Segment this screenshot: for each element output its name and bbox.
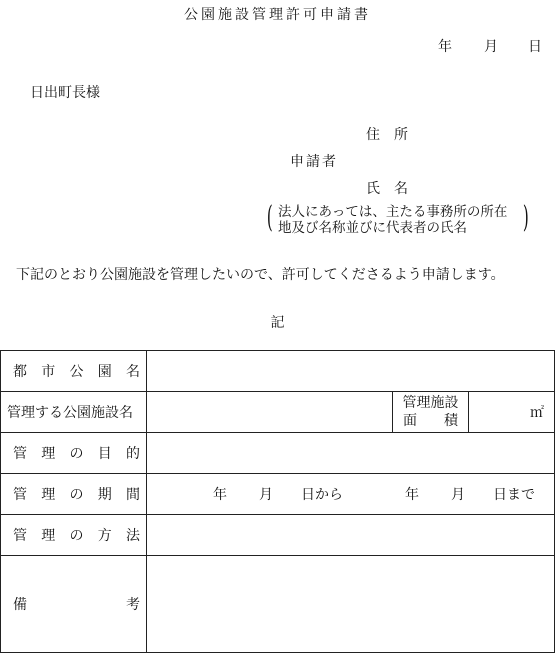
park-name-field[interactable] (147, 351, 555, 392)
period-from-day: 日から (301, 487, 343, 503)
row-facility (1, 392, 555, 433)
application-statement: 下記のとおり公園施設を管理したいので、許可してくださるよう申請します。 (16, 267, 505, 283)
addressee: 日出町長様 (30, 85, 100, 101)
area-field[interactable] (469, 392, 555, 433)
date-year-label: 年 (438, 39, 452, 55)
row-purpose (1, 433, 555, 474)
facility-name-field[interactable] (147, 392, 393, 433)
period-to-day: 日まで (493, 487, 535, 503)
row-method (1, 515, 555, 556)
remarks-field[interactable] (147, 556, 555, 653)
period-field[interactable] (147, 474, 555, 515)
park-name-label: 都 市 公 園 名 (1, 351, 147, 392)
method-label: 管 理 の 方 法 (1, 515, 147, 556)
area-unit: ㎡ (530, 405, 545, 421)
row-period (1, 474, 555, 515)
row-remarks (1, 556, 555, 653)
row-park-name (1, 351, 555, 392)
corporate-note (266, 200, 529, 236)
period-label: 管 理 の 期 間 (1, 474, 147, 515)
corporate-note-line2: 地及び名称並びに代表者の氏名 (278, 220, 467, 236)
application-form-table (0, 350, 555, 653)
corporate-note-line1: 法人にあっては、主たる事務所の所在 (278, 204, 508, 220)
applicant-section-label: 申請者 (290, 154, 338, 170)
applicant-address-label: 住所 (366, 127, 422, 143)
area-label: 管理施設 面 積 (393, 392, 469, 433)
purpose-label: 管 理 の 目 的 (1, 433, 147, 474)
method-field[interactable] (147, 515, 555, 556)
remarks-label: 備 考 (1, 556, 147, 653)
purpose-field[interactable] (147, 433, 555, 474)
facility-name-label: 管理する公園施設名 (1, 392, 147, 433)
ki-heading: 記 (270, 315, 285, 331)
date-day-label: 日 (528, 39, 542, 55)
applicant-name-label: 氏名 (366, 181, 422, 197)
period-to-month: 月 (451, 487, 465, 503)
period-to-year: 年 (405, 487, 419, 503)
open-paren: ( (266, 200, 273, 235)
document-title: 公園施設管理許可申請書 (184, 7, 371, 23)
close-paren: ) (522, 200, 529, 235)
period-from-year: 年 (213, 487, 227, 503)
date-month-label: 月 (484, 39, 498, 55)
period-from-month: 月 (259, 487, 273, 503)
